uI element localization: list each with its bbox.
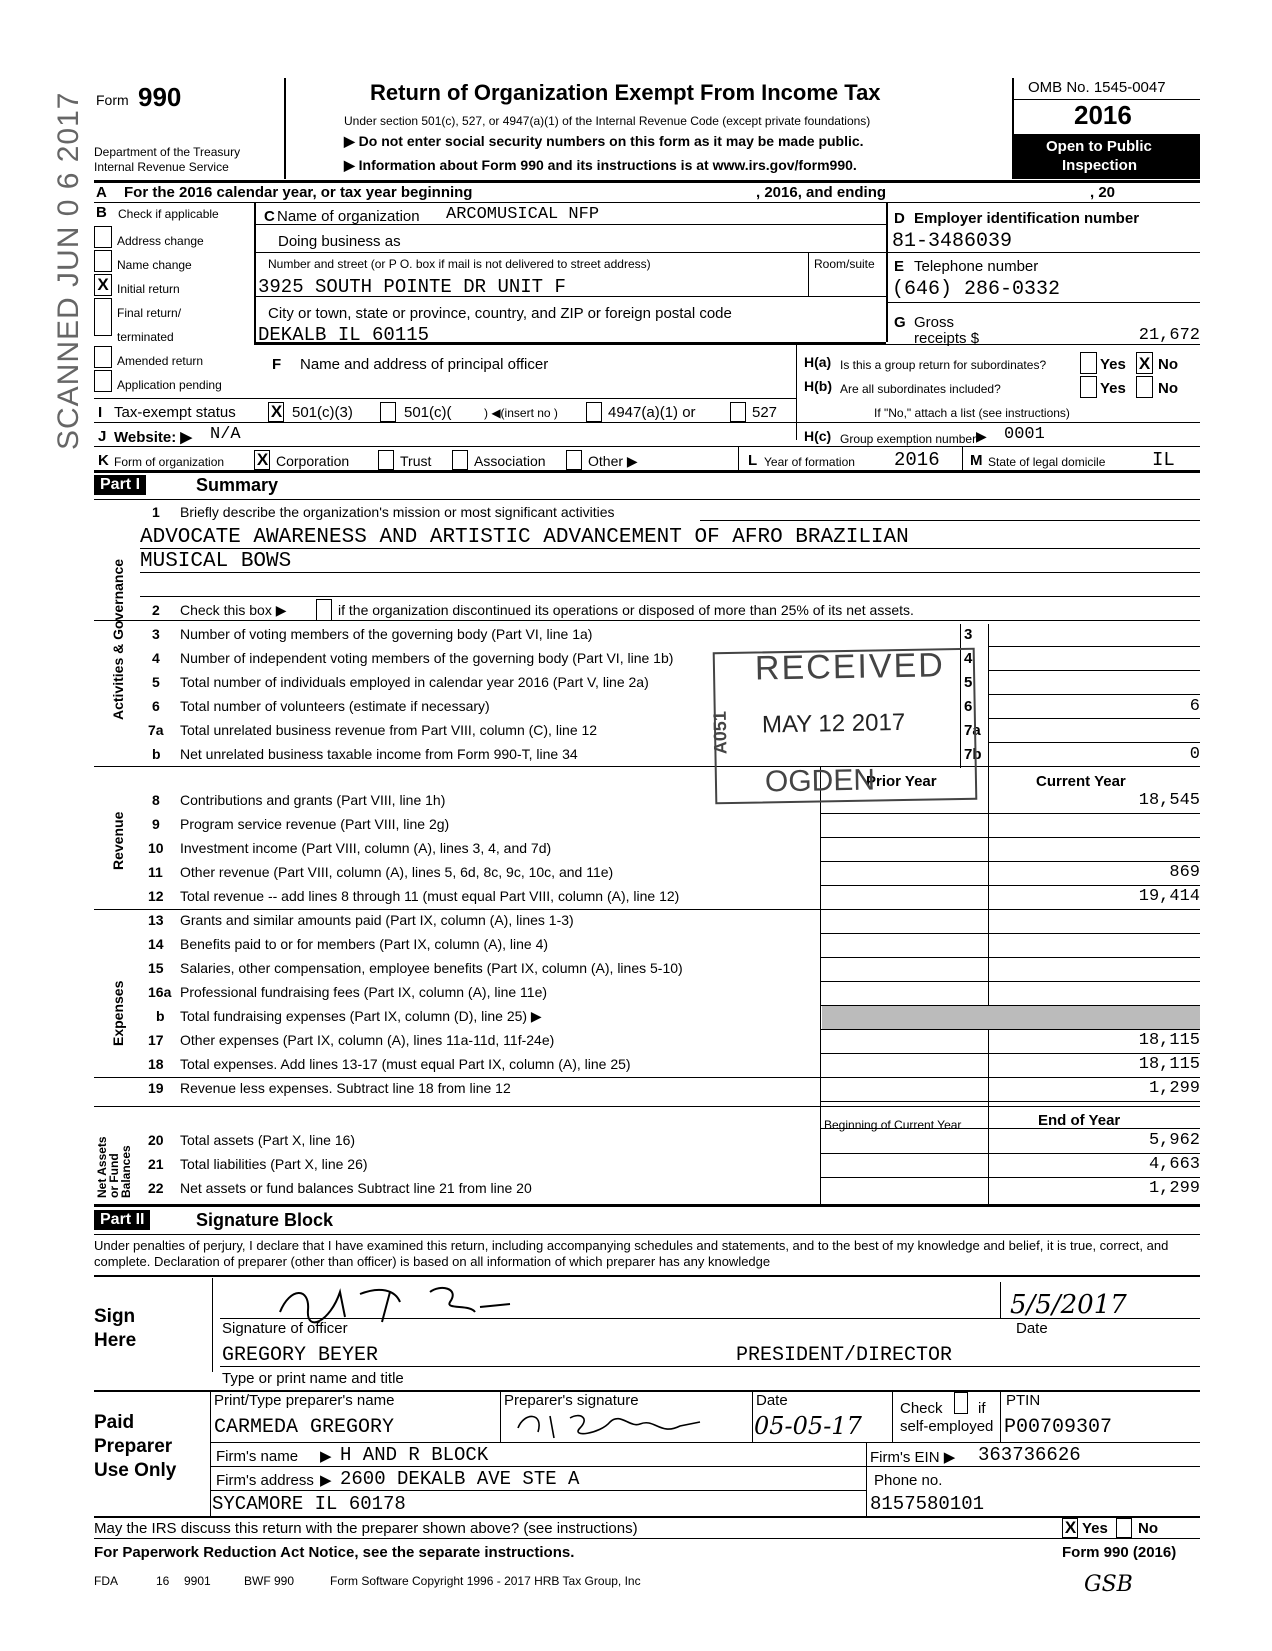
status-501c3-label: 501(c)(3)	[292, 404, 353, 421]
fin-line-num: 8	[152, 792, 160, 808]
fin-line-num: 17	[148, 1032, 164, 1048]
fin-line-text: Total fundraising expenses (Part IX, column (D), line 25) ▶	[180, 1008, 542, 1024]
self-employed-checkbox[interactable]	[954, 1392, 968, 1414]
firm-name-label: Firm's name	[216, 1448, 299, 1465]
inspection: Inspection	[1062, 157, 1138, 174]
fin-line-text: Total revenue -- add lines 8 through 11 (must equal Part VIII, column (A), line 12)	[180, 888, 680, 904]
status-501c-checkbox[interactable]	[380, 402, 396, 422]
line-1-num: 1	[152, 504, 160, 520]
fin-line-current: 18,115	[1138, 1055, 1200, 1074]
corporation-x-mark: X	[256, 450, 269, 469]
pra-notice: For Paperwork Reduction Act Notice, see the separate instructions.	[94, 1544, 575, 1561]
prior-year-header: Prior Year	[866, 773, 937, 790]
initial-return-label: Initial return	[117, 282, 180, 296]
preparer-date-label: Date	[756, 1392, 788, 1409]
trust-checkbox[interactable]	[378, 450, 394, 470]
ssn-warning: ▶ Do not enter social security numbers on this form as it may be made public.	[344, 133, 864, 149]
side-fund: or Fund	[107, 1153, 121, 1198]
mission-line-2: MUSICAL BOWS	[140, 550, 292, 573]
fin-line-num: 19	[148, 1080, 164, 1096]
hc-label: H(c)	[804, 428, 832, 444]
na-line-text: Total assets (Part X, line 16)	[180, 1132, 356, 1148]
gov-line-num: 4	[152, 650, 160, 666]
fin-line-current: 1,299	[1148, 1079, 1200, 1098]
ptin-value: P00709307	[1004, 1416, 1113, 1439]
hb-yes-label: Yes	[1100, 380, 1126, 397]
section-b-label: B	[96, 204, 107, 221]
ha-label: H(a)	[804, 354, 832, 370]
gross-receipts-title: Gross	[914, 314, 955, 331]
firm-phone-label: Phone no.	[874, 1472, 943, 1489]
org-name-label: Name of organization	[277, 208, 420, 225]
section-d-label: D	[894, 210, 905, 227]
here-label: Here	[94, 1330, 137, 1351]
corporation-label: Corporation	[276, 453, 350, 469]
street-label: Number and street (or P O. box if mail is not delivered to street address)	[268, 257, 651, 271]
fin-line-current: 869	[1169, 863, 1200, 882]
part-ii-title: Signature Block	[196, 1210, 334, 1230]
na-line-end: 1,299	[1148, 1179, 1200, 1198]
fin-line-num: 10	[148, 840, 164, 856]
ha-yes-label: Yes	[1100, 356, 1126, 373]
hb-no-checkbox[interactable]	[1136, 376, 1153, 398]
self-employed-label: self-employed	[900, 1418, 994, 1435]
gov-line-num: 3	[152, 626, 160, 642]
part-i-label: Part I	[94, 475, 146, 495]
boy-header: Beginning of Current Year	[824, 1118, 962, 1132]
line-m-label: M	[970, 452, 983, 469]
discuss-question: May the IRS discuss this return with the preparer shown above? (see instructions)	[94, 1520, 638, 1537]
fin-line-current: 19,414	[1138, 887, 1200, 906]
gross-receipts-value: 21,672	[1138, 326, 1200, 345]
fin-line-text: Contributions and grants (Part VIII, line 1h)	[180, 792, 446, 808]
omb-number: OMB No. 1545-0047	[1028, 79, 1166, 96]
preparer-sig-label: Preparer's signature	[504, 1392, 639, 1409]
amended-return-label: Amended return	[117, 354, 204, 368]
hc-text: Group exemption number	[840, 432, 977, 446]
form-word: Form	[96, 92, 129, 108]
discuss-no-label: No	[1138, 1520, 1158, 1537]
fin-line-num: 16a	[148, 984, 172, 1000]
name-change-label: Name change	[117, 258, 192, 272]
line-2-num: 2	[152, 602, 160, 618]
gov-line-box: 5	[964, 674, 973, 691]
room-suite-label: Room/suite	[814, 257, 875, 271]
status-insert-no: ) ◀(insert no )	[484, 406, 558, 420]
na-line-num: 21	[148, 1156, 164, 1172]
gov-line-box: 7b	[964, 746, 982, 763]
phone-value: (646) 286-0332	[892, 278, 1061, 301]
gov-line-box: 6	[964, 698, 973, 715]
status-4947-checkbox[interactable]	[586, 402, 602, 422]
line-l-label: L	[748, 452, 758, 469]
trust-label: Trust	[400, 453, 432, 469]
section-f-label: F	[272, 356, 282, 373]
preparer-signature	[510, 1408, 710, 1442]
preparer-name-label: Print/Type preparer's name	[214, 1392, 395, 1409]
perjury-statement: Under penalties of perjury, I declare that I have examined this return, including accompanying schedules and statements, and to the best of my knowledge and belief, it is true, correct, and complete. Declaration of preparer (other than officer) is based on all information of which preparer has any knowledge	[94, 1238, 1169, 1269]
firm-address-label: Firm's address	[216, 1472, 314, 1489]
na-line-end: 4,663	[1148, 1155, 1200, 1174]
fin-line-num: b	[156, 1008, 165, 1024]
gov-line-text: Net unrelated business taxable income from Form 990-T, line 34	[180, 746, 578, 762]
city-label: City or town, state or province, country, and ZIP or foreign postal code	[268, 305, 732, 322]
self-employed-if-label: if	[978, 1400, 986, 1417]
na-line-num: 20	[148, 1132, 164, 1148]
hb-yes-checkbox[interactable]	[1080, 376, 1097, 398]
dba-label: Doing business as	[278, 233, 401, 250]
website-value: N/A	[210, 425, 241, 444]
preparer-label: Preparer	[94, 1436, 173, 1457]
firm-ein-label: Firm's EIN ▶	[870, 1449, 956, 1466]
line-a-label: A	[96, 184, 107, 201]
sign-label: Sign	[94, 1306, 136, 1327]
line-a-mid: , 2016, and ending	[756, 184, 887, 201]
line-j-label: J	[98, 428, 107, 445]
status-527-label: 527	[752, 404, 778, 421]
terminated-label: terminated	[117, 330, 174, 344]
name-change-checkbox[interactable]	[94, 250, 112, 272]
section-g-label: G	[894, 314, 906, 331]
other-org-checkbox[interactable]	[566, 450, 582, 470]
fin-line-text: Total expenses. Add lines 13-17 (must equal Part IX, column (A), line 25)	[180, 1056, 631, 1072]
fin-line-num: 15	[148, 960, 164, 976]
hb-text: Are all subordinates included?	[840, 382, 1001, 396]
fin-line-current: 18,545	[1138, 791, 1200, 810]
form-title: Return of Organization Exempt From Income Tax	[370, 80, 881, 105]
hb-label: H(b)	[804, 378, 832, 394]
eoy-header: End of Year	[1038, 1112, 1121, 1129]
address-change-checkbox[interactable]	[94, 226, 112, 248]
side-balances: Balances	[119, 1145, 133, 1198]
final-return-checkbox[interactable]	[94, 298, 112, 336]
year-formation-label: Year of formation	[764, 455, 855, 469]
signature-date: 5/5/2017	[1010, 1290, 1127, 1320]
gov-line-text: Total unrelated business revenue from Part VIII, column (C), line 12	[180, 722, 598, 738]
gross-receipts-title2: receipts $	[914, 330, 980, 347]
ha-yes-checkbox[interactable]	[1080, 352, 1097, 374]
gov-line-box: 3	[964, 626, 973, 643]
officer-title: PRESIDENT/DIRECTOR	[736, 1344, 953, 1367]
form-subtitle: Under section 501(c), 527, or 4947(a)(1) of the Internal Revenue Code (except private foundations)	[344, 114, 871, 128]
irs-name: Internal Revenue Service	[94, 160, 229, 174]
firm-phone: 8157580101	[870, 1493, 985, 1515]
part-ii-label: Part II	[94, 1210, 150, 1230]
application-pending-label: Application pending	[117, 378, 222, 392]
hb-no-label: No	[1158, 380, 1178, 397]
preparer-date: 05-05-17	[754, 1412, 862, 1440]
officer-signature-label: Signature of officer	[222, 1320, 348, 1337]
street-address: 3925 SOUTH POINTE DR UNIT F	[258, 276, 566, 298]
other-org-label: Other ▶	[588, 453, 638, 469]
stamp-code: A051	[709, 710, 731, 755]
fin-line-text: Other expenses (Part IX, column (A), lines 11a-11d, 11f-24e)	[180, 1032, 555, 1048]
legal-domicile-label: State of legal domicile	[988, 455, 1106, 469]
fin-line-text: Salaries, other compensation, employee benefits (Part IX, column (A), lines 5-10)	[180, 960, 683, 976]
discuss-yes-label: Yes	[1082, 1520, 1108, 1537]
ein-value: 81-3486039	[892, 230, 1013, 253]
gov-line-num: 6	[152, 698, 160, 714]
footer-fda: FDA	[94, 1574, 118, 1588]
mission-line-1: ADVOCATE AWARENESS AND ARTISTIC ADVANCEMENT OF AFRO BRAZILIAN	[140, 526, 909, 549]
gov-line-num: 5	[152, 674, 160, 690]
received-stamp	[709, 646, 978, 805]
final-return-label: Final return/	[117, 306, 182, 320]
stamp-received: RECEIVED	[754, 646, 946, 688]
fin-line-text: Revenue less expenses. Subtract line 18 from line 12	[180, 1080, 511, 1096]
principal-officer-label: Name and address of principal officer	[300, 356, 549, 373]
fin-line-text: Benefits paid to or for members (Part IX, column (A), line 4)	[180, 936, 549, 952]
firm-city: SYCAMORE IL 60178	[212, 1493, 406, 1515]
fin-line-num: 18	[148, 1056, 164, 1072]
city-state-zip: DEKALB IL 60115	[258, 324, 430, 346]
side-revenue: Revenue	[110, 811, 126, 870]
current-year-header: Current Year	[1036, 773, 1126, 790]
ha-text: Is this a group return for subordinates?	[840, 358, 1047, 372]
footer-software: Form Software Copyright 1996 - 2017 HRB Tax Group, Inc	[330, 1574, 641, 1588]
firm-address: 2600 DEKALB AVE STE A	[340, 1468, 580, 1490]
legal-domicile-value: IL	[1152, 449, 1175, 471]
fin-line-text: Professional fundraising fees (Part IX, column (A), line 11e)	[180, 984, 548, 1000]
line-1-text: Briefly describe the organization's mission or most significant activities	[180, 504, 615, 520]
signature-date-label: Date	[1016, 1320, 1048, 1337]
gov-line-box: 7a	[964, 722, 981, 739]
status-527-checkbox[interactable]	[730, 402, 746, 422]
fin-line-text: Grants and similar amounts paid (Part IX, column (A), lines 1-3)	[180, 912, 574, 928]
form-number: 990	[138, 82, 182, 112]
footer-code2: 9901	[184, 1574, 211, 1588]
website-label: Website: ▶	[114, 429, 192, 446]
fin-line-num: 13	[148, 912, 164, 928]
footer-bwf: BWF 990	[244, 1574, 295, 1588]
ha-no-label: No	[1158, 356, 1178, 373]
na-line-text: Total liabilities (Part X, line 26)	[180, 1156, 368, 1172]
gov-line-value: 0	[1189, 745, 1200, 764]
hc-value: 0001	[1004, 425, 1045, 444]
fin-line-text: Program service revenue (Part VIII, line 2g)	[180, 816, 450, 832]
status-501c3-x-mark: X	[270, 402, 283, 421]
h-if-no-note: If "No," attach a list (see instructions)	[874, 406, 1070, 420]
footer-initials: GSB	[1084, 1572, 1133, 1597]
line-a-text: For the 2016 calendar year, or tax year beginning	[124, 184, 473, 201]
firm-name-arrow-icon: ▶	[320, 1448, 332, 1465]
fin-line-num: 12	[148, 888, 164, 904]
gov-line-text: Total number of volunteers (estimate if necessary)	[180, 698, 490, 714]
discuss-yes-x-mark: X	[1064, 1518, 1077, 1537]
tax-exempt-status-label: Tax-exempt status	[114, 404, 236, 421]
association-label: Association	[474, 453, 546, 469]
fin-line-text: Investment income (Part VIII, column (A), lines 3, 4, and 7d)	[180, 840, 552, 856]
application-pending-checkbox[interactable]	[94, 370, 112, 392]
paid-label: Paid	[94, 1412, 135, 1433]
na-line-num: 22	[148, 1180, 164, 1196]
stamp-date: MAY 12 2017	[761, 708, 906, 739]
side-expenses: Expenses	[110, 980, 126, 1046]
type-name-label: Type or print name and title	[222, 1370, 404, 1387]
line-2-text-b: if the organization discontinued its operations or disposed of more than 25% of its net assets.	[338, 602, 914, 618]
status-4947-label: 4947(a)(1) or	[608, 404, 696, 421]
section-c-label: C	[264, 208, 275, 225]
side-activities-governance: Activities & Governance	[110, 558, 126, 720]
na-line-end: 5,962	[1148, 1131, 1200, 1150]
form-reference: Form 990 (2016)	[1062, 1544, 1177, 1561]
ein-title: Employer identification number	[914, 210, 1140, 227]
firm-name: H AND R BLOCK	[340, 1444, 489, 1466]
firm-address-arrow-icon: ▶	[320, 1472, 332, 1489]
gov-line-value: 6	[1189, 697, 1200, 716]
fin-line-current: 18,115	[1138, 1031, 1200, 1050]
side-net-assets: Net Assets	[95, 1136, 109, 1198]
self-employed-check-label: Check	[900, 1400, 943, 1417]
fin-line-num: 11	[148, 864, 163, 880]
org-name: ARCOMUSICAL NFP	[446, 205, 600, 224]
info-url: ▶ Information about Form 990 and its instructions is at www.irs.gov/form990.	[344, 157, 857, 173]
discontinued-checkbox[interactable]	[316, 599, 332, 621]
gov-line-text: Number of independent voting members of the governing body (Part VI, line 1b)	[180, 650, 674, 666]
address-change-label: Address change	[117, 234, 204, 248]
gov-line-box: 4	[964, 650, 973, 667]
fin-line-text: Other revenue (Part VIII, column (A), lines 5, 6d, 8c, 9c, 10c, and 11e)	[180, 864, 614, 880]
form-of-org-label: Form of organization	[114, 455, 225, 469]
use-only-label: Use Only	[94, 1460, 177, 1481]
section-b-title: Check if applicable	[118, 207, 219, 221]
gov-line-num: 7a	[148, 722, 164, 738]
line-a-end: , 20	[1090, 184, 1116, 201]
fin-line-num: 9	[152, 816, 160, 832]
status-501c-label: 501(c)(	[404, 404, 452, 421]
section-e-label: E	[894, 258, 905, 275]
gov-line-num: b	[152, 746, 161, 762]
part-i-title: Summary	[196, 475, 279, 495]
scanned-stamp: SCANNED JUN 0 6 2017	[52, 91, 85, 450]
firm-ein: 363736626	[978, 1444, 1081, 1466]
gov-line-text: Total number of individuals employed in calendar year 2016 (Part V, line 2a)	[180, 674, 649, 690]
line-k-label: K	[98, 452, 109, 469]
tax-year: 2016	[1074, 100, 1132, 130]
ha-no-x-mark: X	[1138, 354, 1151, 373]
shaded-cell	[822, 1006, 1200, 1029]
year-formation-value: 2016	[894, 449, 940, 471]
dept-treasury: Department of the Treasury	[94, 145, 241, 159]
ptin-label: PTIN	[1006, 1392, 1041, 1409]
fin-line-num: 14	[148, 936, 164, 952]
preparer-name: CARMEDA GREGORY	[214, 1416, 395, 1439]
line-2-text-a: Check this box ▶	[180, 602, 287, 618]
initial-return-x-mark: X	[97, 275, 109, 294]
phone-title: Telephone number	[914, 258, 1039, 275]
open-to-public: Open to Public	[1046, 138, 1152, 155]
hc-arrow-icon: ▶	[976, 428, 987, 444]
stamp-city: OGDEN	[764, 763, 876, 799]
gov-line-text: Number of voting members of the governing body (Part VI, line 1a)	[180, 626, 593, 642]
officer-name: GREGORY BEYER	[222, 1344, 379, 1367]
footer-code1: 16	[156, 1574, 170, 1588]
amended-return-checkbox[interactable]	[94, 346, 112, 368]
na-line-text: Net assets or fund balances Subtract line 21 from line 20	[180, 1180, 532, 1196]
discuss-no-checkbox[interactable]	[1116, 1518, 1132, 1538]
association-checkbox[interactable]	[452, 450, 468, 470]
line-i-label: I	[98, 404, 103, 421]
